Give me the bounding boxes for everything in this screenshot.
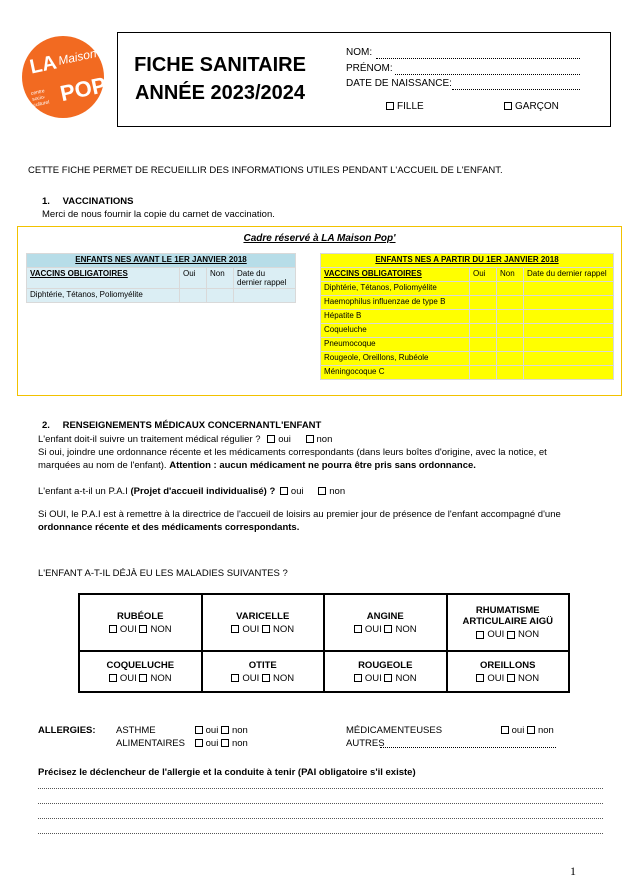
precisez-line[interactable] <box>38 788 603 789</box>
traitement-question: L'enfant doit-il suivre un traitement médical régulier ? <box>38 434 261 445</box>
left-col-date: Date du dernier rappel <box>234 268 296 289</box>
right-table-heading: ENFANTS NES A PARTIR DU 1ER JANVIER 2018 <box>321 254 614 268</box>
checkbox[interactable] <box>221 739 229 747</box>
attention-warning: Attention : aucun médicament ne pourra être pris sans ordonnance. <box>169 460 476 471</box>
checkbox[interactable] <box>280 487 288 495</box>
maladie-cell <box>447 594 570 651</box>
pai-question-line <box>38 485 345 498</box>
right-col-oui: Oui <box>470 268 497 282</box>
date-cell[interactable] <box>524 310 614 324</box>
maladie-cell <box>79 594 202 651</box>
oui-cell[interactable] <box>470 282 497 296</box>
non-option[interactable]: NON <box>262 624 294 635</box>
section1-subtitle: Merci de nous fournir la copie du carnet de vaccination. <box>42 209 275 220</box>
checkbox[interactable] <box>318 487 326 495</box>
section2-title: RENSEIGNEMENTS MÉDICAUX CONCERNANTL'ENFANT <box>62 420 322 431</box>
vaccine-name: Pneumocoque <box>321 338 470 352</box>
maladie-cell <box>202 651 325 692</box>
date-cell[interactable] <box>524 366 614 380</box>
header-box <box>117 32 611 127</box>
garcon-checkbox[interactable] <box>504 102 512 110</box>
oui-option[interactable]: OUI <box>476 629 504 640</box>
oui-cell[interactable] <box>470 296 497 310</box>
table-row <box>321 324 614 338</box>
non-cell[interactable] <box>497 366 524 380</box>
fille-checkbox[interactable] <box>386 102 394 110</box>
maladie-cell <box>447 651 570 692</box>
oui-cell[interactable] <box>470 310 497 324</box>
asthme-non-option[interactable]: non <box>221 725 248 736</box>
non-cell[interactable] <box>497 324 524 338</box>
checkbox[interactable] <box>384 625 392 633</box>
oui-cell[interactable] <box>470 366 497 380</box>
precisez-line[interactable] <box>38 803 603 804</box>
alimentaires-non-option[interactable]: non <box>221 738 248 749</box>
section1-number: 1. <box>42 196 50 207</box>
fille-option[interactable]: FILLE <box>386 101 424 112</box>
checkbox[interactable] <box>109 625 117 633</box>
pai-note-line2: ordonnance récente et des médicaments correspondants. <box>38 522 300 533</box>
table-row <box>321 338 614 352</box>
vaccine-name: Haemophilus influenzae de type B <box>321 296 470 310</box>
pai-oui-option[interactable]: oui <box>280 486 304 497</box>
table-row <box>321 296 614 310</box>
vaccine-name: Hépatite B <box>321 310 470 324</box>
right-col-non: Non <box>497 268 524 282</box>
page-number: 1 <box>570 864 576 878</box>
precisez-label: Précisez le déclencheur de l'allergie et la conduite à tenir (PAI obligatoire s'il existe) <box>38 767 416 778</box>
reserved-title: Cadre réservé à LA Maison Pop' <box>243 233 396 244</box>
garcon-option[interactable]: GARÇON <box>504 101 559 112</box>
left-non-cell[interactable] <box>207 289 234 303</box>
section1-heading <box>42 196 133 207</box>
reserved-frame <box>17 226 622 396</box>
oui-option[interactable]: OUI <box>109 624 137 635</box>
checkbox[interactable] <box>195 739 203 747</box>
checkbox[interactable] <box>527 726 535 734</box>
pai-question-bold: (Projet d'accueil individualisé) ? <box>130 486 276 497</box>
checkbox[interactable] <box>267 435 275 443</box>
non-option[interactable]: NON <box>262 673 294 684</box>
maladie-name: OTITE <box>248 659 277 671</box>
vaccine-name: Rougeole, Oreillons, Rubéole <box>321 352 470 366</box>
prenom-label: PRÉNOM: <box>346 63 393 74</box>
non-option[interactable]: NON <box>384 624 416 635</box>
pai-note-line1: Si OUI, le P.A.I est à remettre à la directrice de l'accueil de loisirs au premier jour de présence de l'enfant accompagné d'une <box>38 509 561 520</box>
logo-la: LA <box>27 51 59 79</box>
checkbox[interactable] <box>262 625 270 633</box>
precisez-line[interactable] <box>38 833 603 834</box>
autres-label: AUTRES <box>346 738 385 749</box>
vaccine-name: Diphtérie, Tétanos, Poliomyélite <box>321 282 470 296</box>
traitement-non-option[interactable]: non <box>306 434 333 445</box>
section2-number: 2. <box>42 420 50 431</box>
non-cell[interactable] <box>497 296 524 310</box>
medicamenteuses-oui-option[interactable]: oui <box>501 725 525 736</box>
naissance-label: DATE DE NAISSANCE: <box>346 78 452 89</box>
oui-option[interactable]: OUI <box>231 673 259 684</box>
oui-cell[interactable] <box>470 324 497 338</box>
oui-option[interactable]: OUI <box>354 624 382 635</box>
pai-question: L'enfant a-t-il un P.A.I <box>38 486 128 497</box>
non-cell[interactable] <box>497 282 524 296</box>
checkbox[interactable] <box>195 726 203 734</box>
left-vaccine-name: Diphtérie, Tétanos, Poliomyélite <box>27 289 180 303</box>
checkbox[interactable] <box>507 674 515 682</box>
right-col-vaccins: VACCINS OBLIGATOIRES <box>321 268 470 282</box>
oui-cell[interactable] <box>470 338 497 352</box>
maladie-name: RHUMATISME ARTICULAIRE AIGÜ <box>462 605 553 628</box>
checkbox[interactable] <box>476 674 484 682</box>
si-oui-line1: Si oui, joindre une ordonnance récente et les médicaments correspondants (dans leurs boîtes d'origine, avec la notice, et <box>38 447 547 458</box>
asthme-oui-option[interactable]: oui <box>195 725 219 736</box>
checkbox[interactable] <box>109 674 117 682</box>
nom-label: NOM: <box>346 47 373 58</box>
intro-text: CETTE FICHE PERMET DE RECUEILLIR DES INFORMATIONS UTILES PENDANT L'ACCUEIL DE L'ENFANT. <box>28 165 503 176</box>
left-col-vaccins: VACCINS OBLIGATOIRES <box>27 268 180 289</box>
table-row <box>321 282 614 296</box>
right-col-date: Date du dernier rappel <box>524 268 614 282</box>
logo-maison: Maison <box>56 46 98 68</box>
non-cell[interactable] <box>497 338 524 352</box>
maladie-name: COQUELUCHE <box>106 659 175 671</box>
oui-option[interactable]: OUI <box>476 673 504 684</box>
left-oui-cell[interactable] <box>180 289 207 303</box>
checkbox[interactable] <box>231 674 239 682</box>
checkbox[interactable] <box>231 625 239 633</box>
maladie-cell <box>324 594 447 651</box>
left-table-heading: ENFANTS NES AVANT LE 1ER JANVIER 2018 <box>27 254 296 268</box>
date-cell[interactable] <box>524 282 614 296</box>
maladie-name: RUBÉOLE <box>117 610 164 622</box>
logo-pop: POP' <box>57 70 114 107</box>
checkbox[interactable] <box>139 625 147 633</box>
table-row <box>321 310 614 324</box>
oui-option[interactable]: OUI <box>109 673 137 684</box>
precisez-line[interactable] <box>38 818 603 819</box>
prenom-field[interactable] <box>395 74 580 75</box>
table-row <box>321 366 614 380</box>
non-cell[interactable] <box>497 310 524 324</box>
checkbox[interactable] <box>262 674 270 682</box>
vaccins-table-before-2018 <box>26 253 296 303</box>
left-col-non: Non <box>207 268 234 289</box>
maladie-cell <box>79 651 202 692</box>
table-row <box>27 289 296 303</box>
page-title <box>132 51 308 107</box>
asthme-line <box>116 724 248 737</box>
checkbox[interactable] <box>501 726 509 734</box>
alimentaires-label: ALIMENTAIRES <box>116 738 185 749</box>
oui-cell[interactable] <box>470 352 497 366</box>
left-date-cell[interactable] <box>234 289 296 303</box>
date-cell[interactable] <box>524 338 614 352</box>
si-oui-line2-text: marquées au nom de l'enfant). <box>38 460 167 471</box>
title-line1: FICHE SANITAIRE <box>134 54 306 76</box>
vaccine-name: Coqueluche <box>321 324 470 338</box>
maladies-question: L'ENFANT A-T-IL DÉJÀ EU LES MALADIES SUIVANTES ? <box>38 568 288 579</box>
section1-title: VACCINATIONS <box>62 196 134 207</box>
maladie-cell <box>202 594 325 651</box>
medicamenteuses-line <box>346 724 554 737</box>
medicamenteuses-label: MÉDICAMENTEUSES <box>346 725 443 736</box>
asthme-label: ASTHME <box>116 725 156 736</box>
medicamenteuses-non-option[interactable]: non <box>527 725 554 736</box>
checkbox[interactable] <box>221 726 229 734</box>
allergies-label: ALLERGIES: <box>38 725 96 736</box>
non-option[interactable]: NON <box>507 629 539 640</box>
checkbox[interactable] <box>507 631 515 639</box>
maladie-name: ROUGEOLE <box>358 659 413 671</box>
date-cell[interactable] <box>524 352 614 366</box>
checkbox[interactable] <box>384 674 392 682</box>
logo-tagline: centre socio-culturel <box>30 88 50 109</box>
table-row <box>321 352 614 366</box>
traitement-question-line <box>38 433 332 446</box>
title-line2: ANNÉE 2023/2024 <box>134 82 306 104</box>
maladie-name: OREILLONS <box>480 659 536 671</box>
section2-heading <box>42 420 321 431</box>
pai-non-option[interactable]: non <box>318 486 345 497</box>
traitement-oui-option[interactable]: oui <box>267 434 291 445</box>
oui-option[interactable]: OUI <box>231 624 259 635</box>
date-cell[interactable] <box>524 296 614 310</box>
vaccine-name: Méningocoque C <box>321 366 470 380</box>
alimentaires-oui-option[interactable]: oui <box>195 738 219 749</box>
checkbox[interactable] <box>354 674 362 682</box>
date-cell[interactable] <box>524 324 614 338</box>
autres-field[interactable] <box>380 747 556 748</box>
oui-option[interactable]: OUI <box>354 673 382 684</box>
left-col-oui: Oui <box>180 268 207 289</box>
non-option[interactable]: NON <box>139 624 171 635</box>
naissance-field[interactable] <box>452 89 580 90</box>
vaccins-table-from-2018 <box>320 253 614 380</box>
checkbox[interactable] <box>139 674 147 682</box>
maison-pop-logo <box>22 36 114 118</box>
maladie-cell <box>324 651 447 692</box>
alimentaires-line <box>116 737 248 750</box>
checkbox[interactable] <box>476 631 484 639</box>
maladie-name: ANGINE <box>366 610 404 622</box>
checkbox[interactable] <box>354 625 362 633</box>
maladie-name: VARICELLE <box>236 610 290 622</box>
si-oui-line2 <box>38 459 476 472</box>
checkbox[interactable] <box>306 435 314 443</box>
non-cell[interactable] <box>497 352 524 366</box>
nom-field[interactable] <box>376 58 580 59</box>
non-option[interactable]: NON <box>384 673 416 684</box>
maladies-table <box>78 593 570 693</box>
non-option[interactable]: NON <box>139 673 171 684</box>
non-option[interactable]: NON <box>507 673 539 684</box>
